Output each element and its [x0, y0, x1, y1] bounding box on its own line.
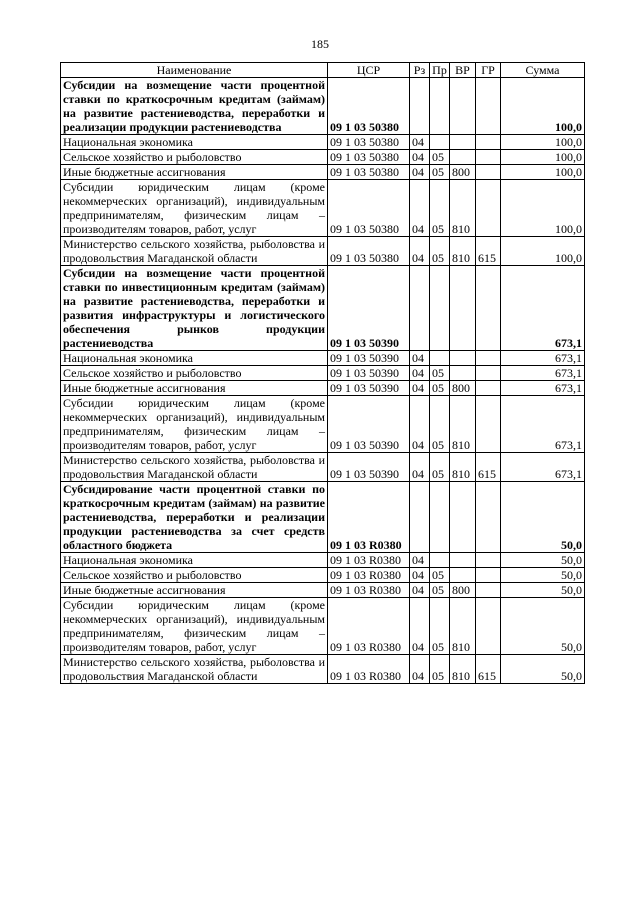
cell-vr	[450, 150, 476, 165]
cell-pr: 05	[430, 655, 450, 684]
cell-rz	[410, 78, 430, 135]
cell-name: Сельское хозяйство и рыболовство	[61, 150, 328, 165]
cell-gr	[476, 135, 501, 150]
cell-name: Национальная экономика	[61, 135, 328, 150]
cell-sum: 100,0	[501, 165, 585, 180]
header-gr: ГР	[476, 63, 501, 78]
cell-vr: 810	[450, 396, 476, 453]
cell-pr	[430, 266, 450, 351]
cell-rz: 04	[410, 381, 430, 396]
cell-name: Министерство сельского хозяйства, рыболовства и продовольствия Магаданской области	[61, 453, 328, 482]
cell-sum: 673,1	[501, 453, 585, 482]
cell-csr: 09 1 03 50390	[328, 351, 410, 366]
cell-pr	[430, 78, 450, 135]
cell-pr	[430, 351, 450, 366]
table-row	[61, 381, 585, 396]
cell-sum: 100,0	[501, 78, 585, 135]
cell-vr	[450, 553, 476, 568]
cell-rz	[410, 482, 430, 553]
table-row	[61, 583, 585, 598]
cell-gr	[476, 165, 501, 180]
cell-pr	[430, 135, 450, 150]
cell-name: Сельское хозяйство и рыболовство	[61, 568, 328, 583]
table-row	[61, 237, 585, 266]
cell-csr: 09 1 03 50380	[328, 78, 410, 135]
cell-sum: 50,0	[501, 583, 585, 598]
table-row	[61, 568, 585, 583]
cell-vr	[450, 351, 476, 366]
cell-csr: 09 1 03 R0380	[328, 553, 410, 568]
cell-csr: 09 1 03 50390	[328, 266, 410, 351]
cell-csr: 09 1 03 R0380	[328, 598, 410, 655]
cell-rz: 04	[410, 237, 430, 266]
cell-rz: 04	[410, 583, 430, 598]
table-row	[61, 598, 585, 655]
table-row	[61, 150, 585, 165]
cell-csr: 09 1 03 50380	[328, 165, 410, 180]
cell-name: Национальная экономика	[61, 553, 328, 568]
cell-csr: 09 1 03 50390	[328, 381, 410, 396]
cell-pr: 05	[430, 165, 450, 180]
cell-sum: 100,0	[501, 150, 585, 165]
cell-csr: 09 1 03 R0380	[328, 583, 410, 598]
cell-sum: 673,1	[501, 396, 585, 453]
table-row	[61, 553, 585, 568]
header-name: Наименование	[61, 63, 328, 78]
cell-gr	[476, 553, 501, 568]
cell-gr	[476, 583, 501, 598]
cell-sum: 673,1	[501, 366, 585, 381]
budget-table	[60, 62, 585, 684]
cell-rz: 04	[410, 366, 430, 381]
cell-pr: 05	[430, 366, 450, 381]
table-row	[61, 135, 585, 150]
cell-name: Субсидии юридическим лицам (кроме некоммерческих организаций), индивидуальным предпринимателям, физическим лицам – производителям товаров, работ, услуг	[61, 396, 328, 453]
cell-vr	[450, 482, 476, 553]
cell-name: Субсидии на возмещение части процентной ставки по инвестиционным кредитам (займам) на развитие растениеводства, переработки и развития инфраструктуры и логистического обеспечения рынков продукции растениеводства	[61, 266, 328, 351]
cell-pr	[430, 482, 450, 553]
cell-rz: 04	[410, 396, 430, 453]
cell-name: Субсидии на возмещение части процентной ставки по краткосрочным кредитам (займам) на развитие растениеводства, переработки и реализации продукции растениеводства	[61, 78, 328, 135]
cell-name: Министерство сельского хозяйства, рыболовства и продовольствия Магаданской области	[61, 655, 328, 684]
cell-vr: 800	[450, 165, 476, 180]
cell-sum: 100,0	[501, 237, 585, 266]
cell-pr	[430, 553, 450, 568]
cell-csr: 09 1 03 R0380	[328, 655, 410, 684]
table-row	[61, 78, 585, 135]
cell-sum: 50,0	[501, 568, 585, 583]
table-row	[61, 396, 585, 453]
cell-gr	[476, 150, 501, 165]
cell-vr: 810	[450, 598, 476, 655]
cell-vr	[450, 568, 476, 583]
table-row	[61, 180, 585, 237]
cell-csr: 09 1 03 50380	[328, 150, 410, 165]
cell-name: Министерство сельского хозяйства, рыболовства и продовольствия Магаданской области	[61, 237, 328, 266]
cell-gr	[476, 598, 501, 655]
cell-sum: 50,0	[501, 655, 585, 684]
cell-name: Субсидии юридическим лицам (кроме некоммерческих организаций), индивидуальным предпринимателям, физическим лицам – производителям товаров, работ, услуг	[61, 598, 328, 655]
cell-rz: 04	[410, 655, 430, 684]
cell-name: Национальная экономика	[61, 351, 328, 366]
header-rz: Рз	[410, 63, 430, 78]
cell-vr: 800	[450, 381, 476, 396]
cell-gr	[476, 180, 501, 237]
cell-gr	[476, 482, 501, 553]
cell-pr: 05	[430, 453, 450, 482]
cell-vr: 810	[450, 655, 476, 684]
cell-pr: 05	[430, 598, 450, 655]
cell-vr	[450, 366, 476, 381]
cell-pr: 05	[430, 237, 450, 266]
table-body	[61, 78, 585, 684]
cell-rz: 04	[410, 598, 430, 655]
cell-vr	[450, 78, 476, 135]
cell-gr	[476, 396, 501, 453]
cell-sum: 673,1	[501, 351, 585, 366]
table-row	[61, 453, 585, 482]
cell-pr: 05	[430, 396, 450, 453]
cell-vr: 810	[450, 180, 476, 237]
cell-gr	[476, 351, 501, 366]
cell-rz: 04	[410, 568, 430, 583]
cell-csr: 09 1 03 R0380	[328, 482, 410, 553]
cell-name: Субсидирование части процентной ставки по краткосрочным кредитам (займам) на развитие растениеводства, переработки и реализации продукции растениеводства за счет средств областного бюджета	[61, 482, 328, 553]
cell-csr: 09 1 03 R0380	[328, 568, 410, 583]
header-sum: Сумма	[501, 63, 585, 78]
cell-csr: 09 1 03 50380	[328, 135, 410, 150]
cell-sum: 50,0	[501, 598, 585, 655]
cell-vr	[450, 266, 476, 351]
cell-vr: 810	[450, 453, 476, 482]
cell-name: Сельское хозяйство и рыболовство	[61, 366, 328, 381]
cell-gr	[476, 568, 501, 583]
cell-csr: 09 1 03 50380	[328, 180, 410, 237]
cell-pr: 05	[430, 180, 450, 237]
cell-rz	[410, 266, 430, 351]
cell-gr	[476, 78, 501, 135]
cell-gr: 615	[476, 237, 501, 266]
cell-pr: 05	[430, 583, 450, 598]
cell-sum: 673,1	[501, 266, 585, 351]
cell-sum: 50,0	[501, 482, 585, 553]
cell-sum: 100,0	[501, 180, 585, 237]
cell-csr: 09 1 03 50390	[328, 453, 410, 482]
page-number: 185	[311, 37, 329, 51]
table-row	[61, 655, 585, 684]
cell-pr: 05	[430, 568, 450, 583]
table-row	[61, 482, 585, 553]
cell-name: Субсидии юридическим лицам (кроме некоммерческих организаций), индивидуальным предпринимателям, физическим лицам – производителям товаров, работ, услуг	[61, 180, 328, 237]
cell-rz: 04	[410, 553, 430, 568]
table-header-row	[61, 63, 585, 78]
cell-vr	[450, 135, 476, 150]
cell-sum: 673,1	[501, 381, 585, 396]
header-pr: Пр	[430, 63, 450, 78]
cell-gr: 615	[476, 655, 501, 684]
cell-vr: 800	[450, 583, 476, 598]
header-csr: ЦСР	[328, 63, 410, 78]
table-row	[61, 366, 585, 381]
cell-rz: 04	[410, 135, 430, 150]
table-row	[61, 266, 585, 351]
cell-csr: 09 1 03 50380	[328, 237, 410, 266]
cell-name: Иные бюджетные ассигнования	[61, 583, 328, 598]
table-row	[61, 351, 585, 366]
table-row	[61, 165, 585, 180]
cell-name: Иные бюджетные ассигнования	[61, 165, 328, 180]
cell-gr: 615	[476, 453, 501, 482]
cell-rz: 04	[410, 165, 430, 180]
cell-name: Иные бюджетные ассигнования	[61, 381, 328, 396]
cell-csr: 09 1 03 50390	[328, 396, 410, 453]
cell-gr	[476, 366, 501, 381]
cell-pr: 05	[430, 150, 450, 165]
cell-rz: 04	[410, 351, 430, 366]
cell-gr	[476, 381, 501, 396]
cell-gr	[476, 266, 501, 351]
cell-rz: 04	[410, 150, 430, 165]
header-vr: ВР	[450, 63, 476, 78]
cell-rz: 04	[410, 453, 430, 482]
cell-csr: 09 1 03 50390	[328, 366, 410, 381]
cell-vr: 810	[450, 237, 476, 266]
cell-rz: 04	[410, 180, 430, 237]
cell-sum: 50,0	[501, 553, 585, 568]
cell-sum: 100,0	[501, 135, 585, 150]
cell-pr: 05	[430, 381, 450, 396]
